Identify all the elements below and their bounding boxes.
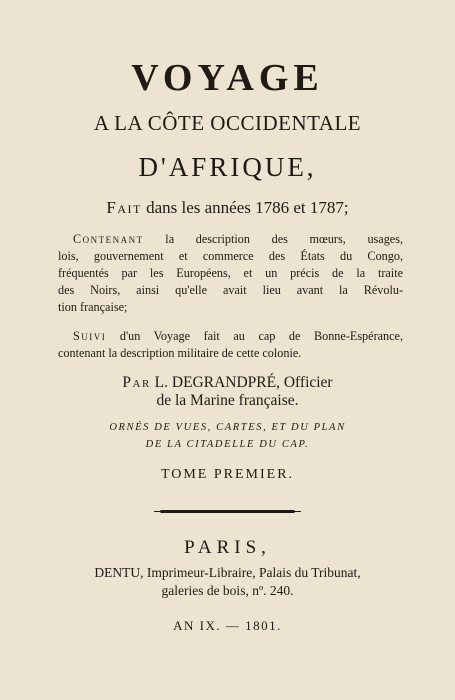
author-line — [0, 373, 455, 392]
description-line: contenant la description militaire de cette colonie. — [58, 346, 302, 360]
title-afrique: D'AFRIQUE, — [138, 152, 317, 182]
publisher-details: Imprimeur-Libraire, Palais du Tribunat, — [143, 565, 361, 580]
title-dates — [0, 198, 455, 218]
description-line — [58, 231, 403, 248]
description-lead-suivi: Suivi — [73, 329, 107, 343]
title-dates-lead: Fait — [106, 198, 142, 217]
plates-line-2: DE LA CITADELLE DU CAP. — [145, 439, 310, 450]
volume-label: TOME PREMIER. — [160, 467, 295, 482]
divider-rule — [160, 510, 295, 513]
publisher-name: DENTU, — [94, 565, 144, 580]
imprint-publisher — [0, 565, 455, 581]
description-line: lois, gouvernement et commerce des États du Congo, — [58, 249, 403, 263]
title-voyage: VOYAGE — [131, 57, 324, 99]
author-affiliation: de la Marine française. — [156, 392, 299, 409]
description-lead: Contenant — [73, 232, 144, 246]
description-line — [58, 328, 403, 345]
description-suivi — [58, 328, 403, 362]
description-line: tion française; — [58, 300, 128, 314]
plates-line-1: ORNÉS DE VUES, CARTES, ET DU PLAN — [109, 422, 346, 433]
author-name: L. DEGRANDPRÉ, — [150, 374, 280, 391]
description-line-text: d'un Voyage fait au cap de Bonne-Espérance, — [106, 329, 403, 343]
imprint-address: galeries de bois, nº. 240. — [161, 583, 294, 598]
author-rank: Officier — [279, 374, 333, 391]
description-line: des Noirs, ainsi qu'elle avait lieu avant la Révolu- — [58, 283, 403, 297]
imprint-date: AN IX. — 1801. — [173, 618, 282, 633]
description-line: fréquentés par les Européens, et un précis de la traite — [58, 266, 403, 280]
author-lead: Par — [122, 374, 151, 391]
description-contents — [58, 231, 403, 316]
imprint-city: PARIS, — [184, 537, 271, 558]
title-dates-rest: dans les années 1786 et 1787; — [141, 198, 349, 217]
title-cote-occidentale: A LA CÔTE OCCIDENTALE — [93, 111, 362, 135]
description-line-text: la description des mœurs, usages, — [143, 232, 403, 246]
